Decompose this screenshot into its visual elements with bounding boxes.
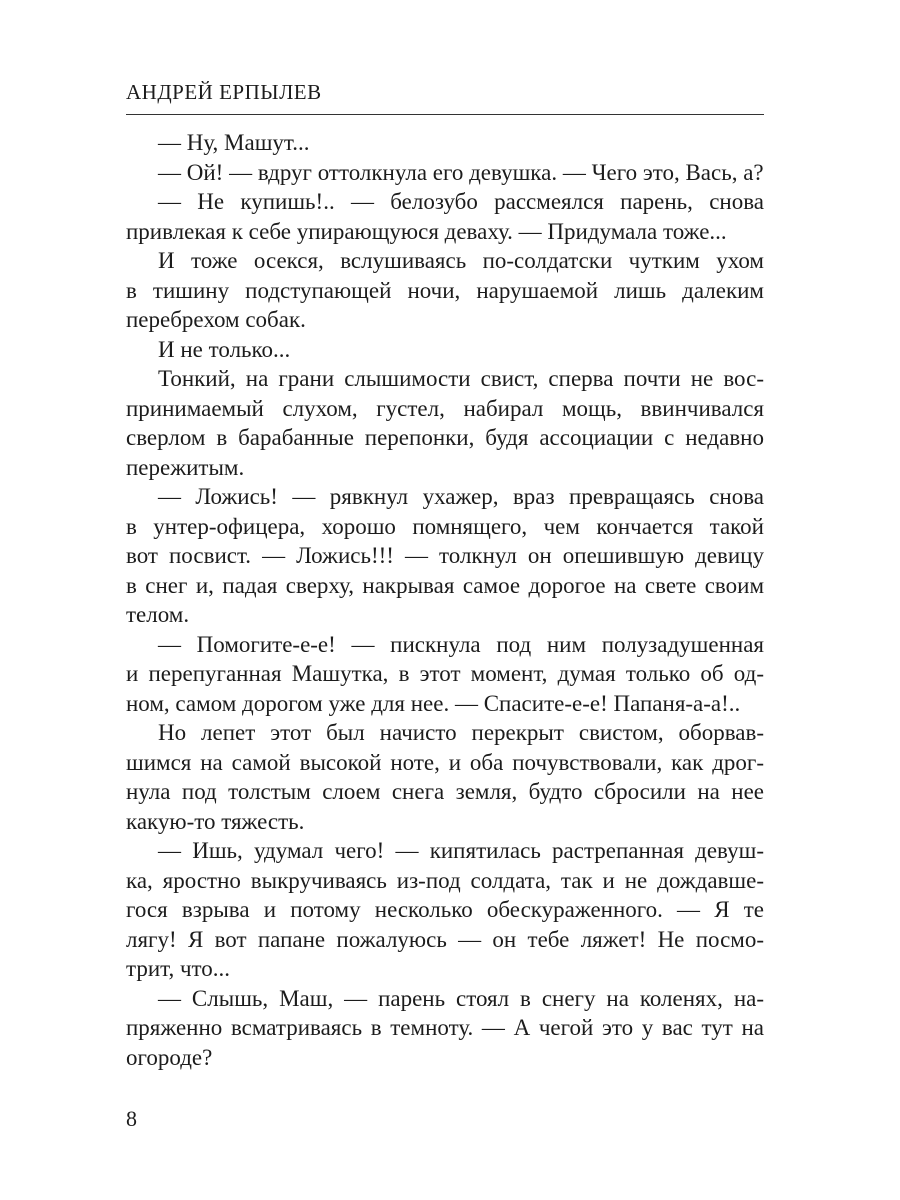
text-line: — Ложись! — рявкнул ухажер, враз превращаясь снова [158, 484, 764, 509]
text-line: ном, самом дорогом уже для нее. — Спасите-е-е! Папаня-а-а!.. [126, 690, 741, 716]
text-line: трит, что... [126, 956, 231, 981]
text-line: лягу! Я вот папане пожалуюсь — он тебе ляжет! Не посмо- [126, 926, 764, 952]
text-line: и перепуганная Машутка, в этот момент, думая только об од- [126, 661, 764, 686]
text-line: И тоже осекся, вслушиваясь по-солдатски чутким ухом [158, 248, 764, 273]
text-line: пережитым. [126, 454, 245, 480]
text-line: в унтер-офицера, хорошо помнящего, чем кончается такой [126, 513, 764, 539]
text-line: — Ишь, удумал чего! — кипятилась растрепанная девуш- [158, 838, 764, 863]
text-line: в тишину подступающей ночи, нарушаемой лишь далеким [126, 277, 764, 303]
text-line: перебрехом собак. [126, 307, 306, 332]
running-head-author: АНДРЕЙ ЕРПЫЛЕВ [126, 80, 322, 104]
header-rule [126, 114, 764, 115]
text-line: привлекая к себе упирающуюся деваху. — Придумала тоже... [126, 218, 727, 244]
text-line: И не только... [158, 336, 291, 362]
text-line: пряженно всматриваясь в темноту. — А чегой это у вас тут на [126, 1015, 764, 1040]
text-line: ка, яростно выкручиваясь из-под солдата, так и не дождавше- [126, 867, 764, 893]
text-line: нула под толстым слоем снега земля, будто сбросили на нее [126, 779, 764, 804]
body-text [126, 128, 764, 1072]
text-line: телом. [126, 602, 190, 627]
text-line: принимаемый слухом, густел, набирал мощь, ввинчивался [126, 395, 764, 421]
text-line: — Ой! — вдруг оттолкнула его девушка. — Чего это, Вась, а? [158, 159, 764, 185]
text-line: сверлом в барабанные перепонки, будя ассоциации с недавно [126, 425, 764, 450]
text-line: Тонкий, на грани слышимости свист, сперва почти не вос- [158, 366, 764, 391]
text-line: — Ну, Машут... [158, 130, 310, 155]
text-line: огороде? [126, 1044, 213, 1070]
text-line: гося взрыва и потому несколько обескураженного. — Я те [126, 897, 764, 922]
text-line: — Помогите-е-е! — пискнула под ним полузадушенная [158, 631, 764, 657]
text-line: шимся на самой высокой ноте, и оба почувствовали, как дрог- [126, 749, 764, 775]
text-line: Но лепет этот был начисто перекрыт свистом, оборвав- [158, 720, 764, 745]
text-line: какую-то тяжесть. [126, 808, 305, 834]
text-line: в снег и, падая сверху, накрывая самое дорогое на свете своим [126, 572, 764, 598]
text-line: вот посвист. — Ложись!!! — толкнул он опешившую девицу [126, 543, 764, 568]
page-number: 8 [126, 1106, 137, 1131]
text-line: — Слышь, Маш, — парень стоял в снегу на коленях, на- [158, 985, 764, 1011]
text-line: — Не купишь!.. — белозубо рассмеялся парень, снова [158, 189, 764, 214]
